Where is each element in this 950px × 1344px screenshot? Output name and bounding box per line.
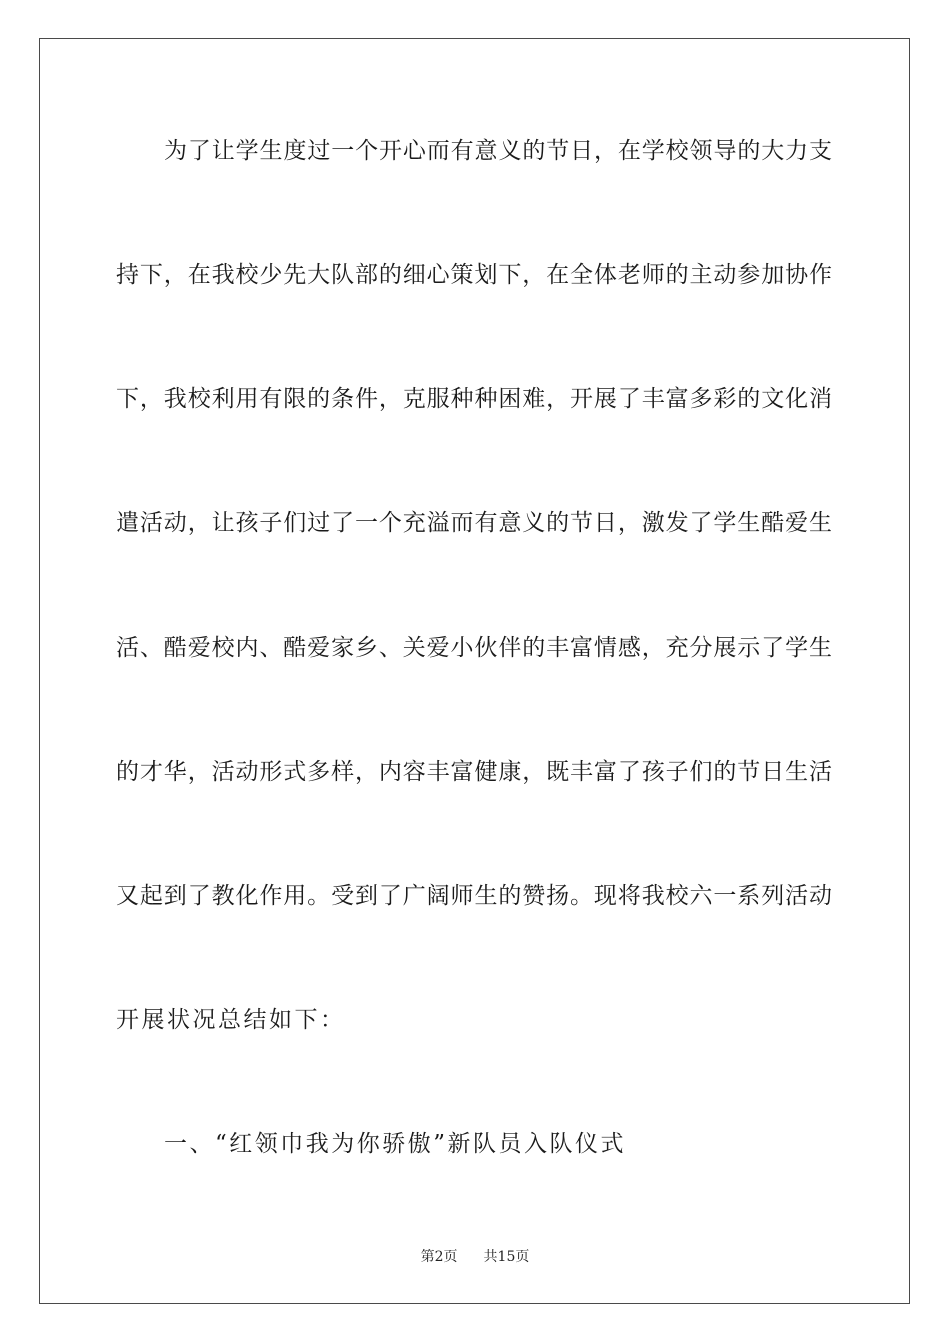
paragraph-line-4: 遣活动，让孩子们过了一个充溢而有意义的节日，激发了学生酷爱生 (116, 510, 832, 536)
paragraph-line-3: 下，我校利用有限的条件，克服种种困难，开展了丰富多彩的文化消 (116, 386, 832, 412)
paragraph-line-2: 持下，在我校少先大队部的细心策划下，在全体老师的主动参加协作 (116, 262, 832, 288)
paragraph-line-5: 活、酷爱校内、酷爱家乡、关爱小伙伴的丰富情感，充分展示了学生 (116, 635, 832, 661)
page-footer (0, 1248, 950, 1266)
paragraph-line-8: 开展状况总结如下： (116, 1007, 346, 1033)
page-border (39, 38, 910, 1304)
total-pages: 共15页 (483, 1249, 530, 1265)
page-number: 第2页 (420, 1249, 458, 1265)
paragraph-line-1: 为了让学生度过一个开心而有意义的节日，在学校领导的大力支 (164, 138, 832, 164)
paragraph-line-6: 的才华，活动形式多样，内容丰富健康，既丰富了孩子们的节日生活 (116, 759, 832, 785)
paragraph-line-7: 又起到了教化作用。受到了广阔师生的赞扬。现将我校六一系列活动 (116, 883, 832, 909)
section-heading-1: 一、“红领巾我为你骄傲”新队员入队仪式 (164, 1131, 627, 1157)
